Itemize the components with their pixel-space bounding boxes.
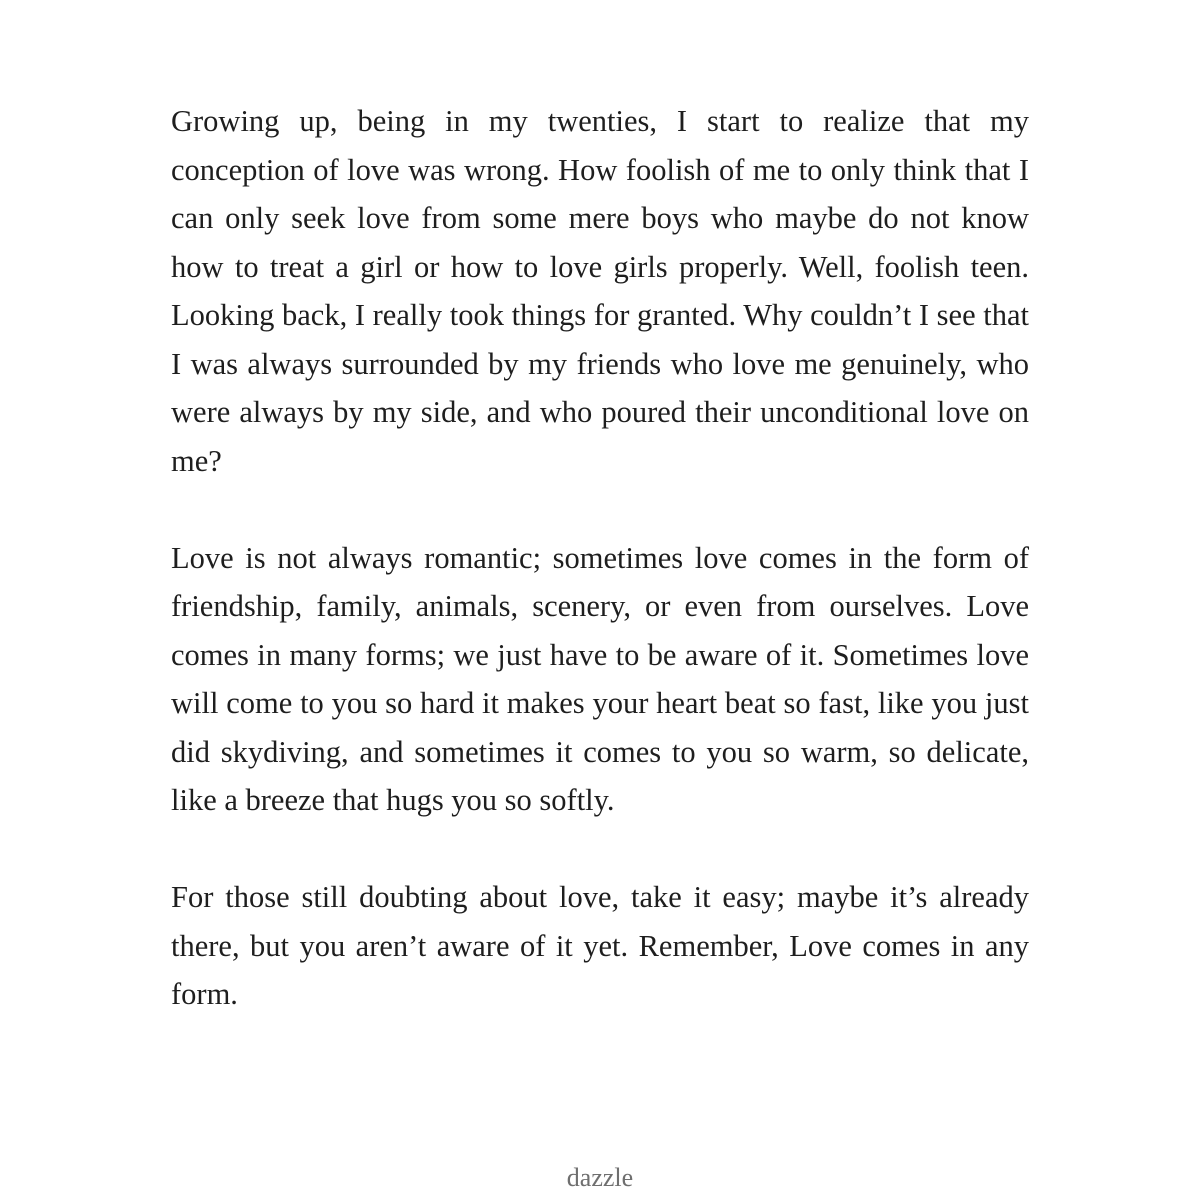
paragraph-1: Growing up, being in my twenties, I start to realize that my conception of love was wrong. How foolish of me to only think that I can only seek love from some mere boys who maybe do not know how to treat a girl or how to love girls properly. Well, foolish teen. Looking back, I really took things for granted. Why couldn’t I see that I was always surrounded by my friends who love me genuinely, who were always by my side, and who poured their unconditional love on me? — [171, 104, 1029, 478]
paragraph-2: Love is not always romantic; sometimes love comes in the form of friendship, family, animals, scenery, or even from ourselves. Love comes in many forms; we just have to be aware of it. Sometimes love will come to you so hard it makes your heart beat so fast, like you just did skydiving, and sometimes it comes to you so warm, so delicate, like a breeze that hugs you so softly. — [171, 540, 1029, 817]
author-signature: dazzle — [566, 1163, 634, 1192]
essay-body — [171, 97, 1029, 1019]
paragraph-3: For those still doubting about love, take it easy; maybe it’s already there, but you aren’t aware of it yet. Remember, Love comes in any form. — [171, 880, 1029, 1011]
